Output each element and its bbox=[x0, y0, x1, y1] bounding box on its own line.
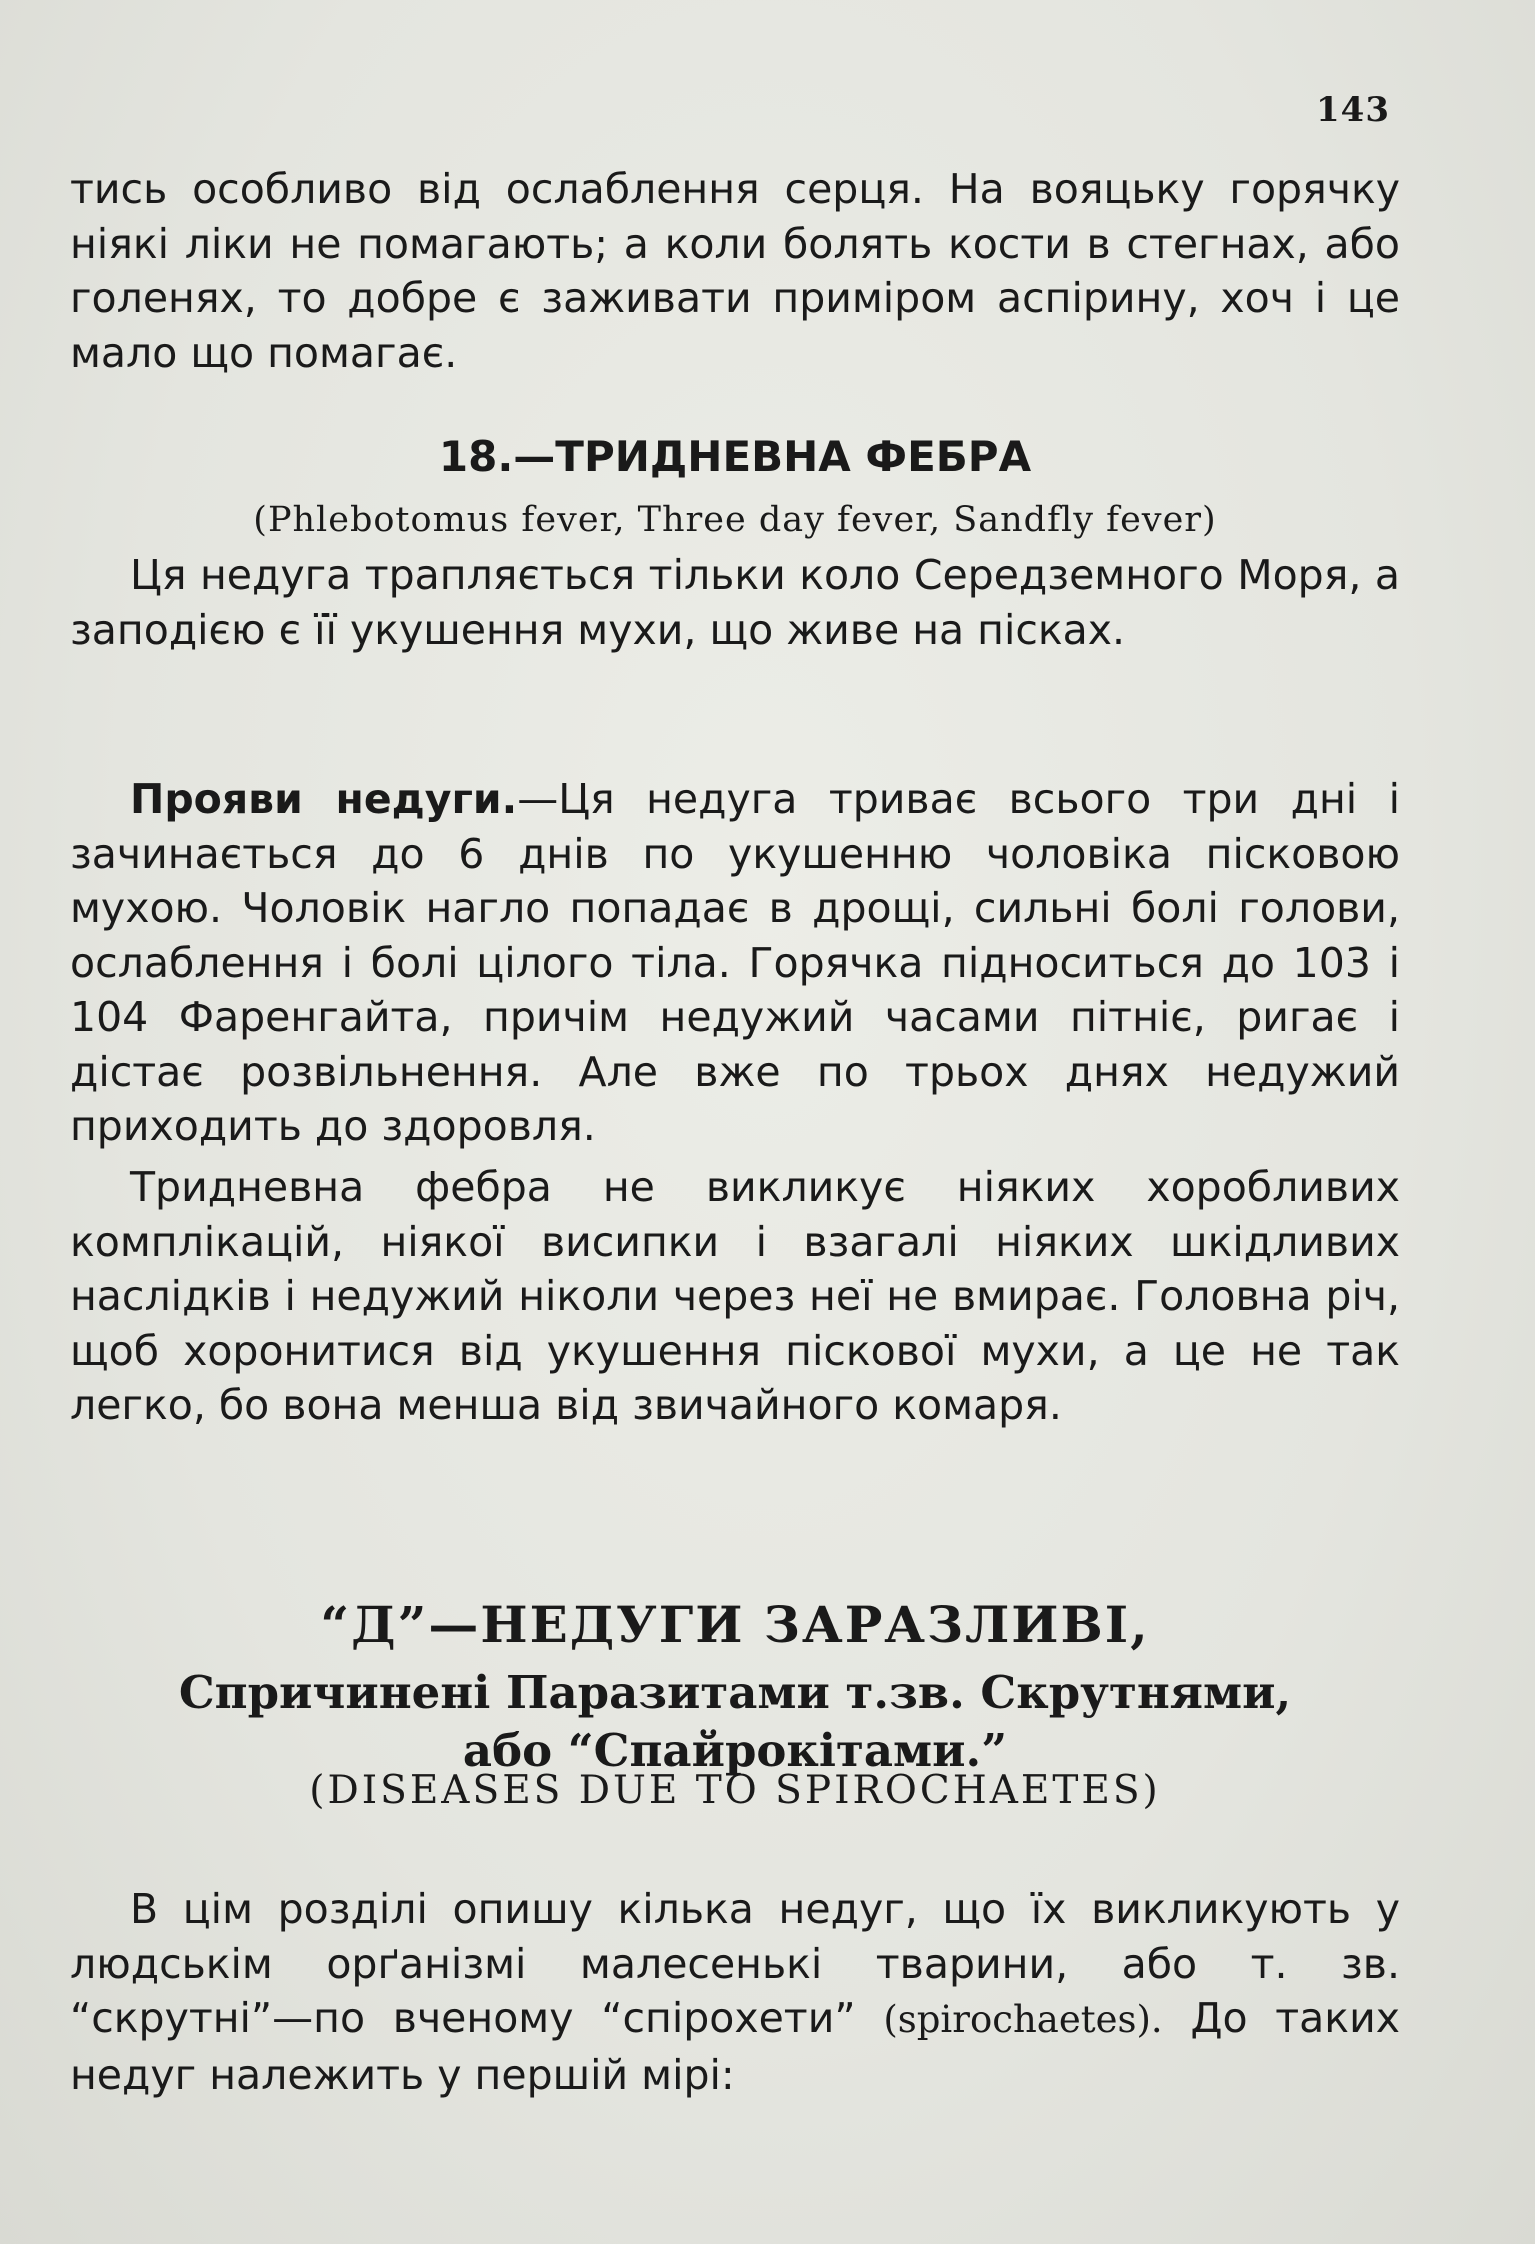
section-d-subtitle: (DISEASES DUE TO SPIROCHAETES) bbox=[309, 1768, 1161, 1813]
section-d-heading: “Д”—НЕДУГИ ЗАРАЗЛИВІ, bbox=[320, 1595, 1150, 1654]
paragraph-continuation bbox=[70, 162, 1400, 380]
symptoms-text: —Ця недуга триває всього три дні і зачинається до 6 днів по укушенню чоловіка пісковою мухою. Чоловік нагло попадає в дрощі, сильні болі голови, ослаблення і болі цілого тіла. Горячка підноситься до 103 і 104 Фаренгайта, причім недужий часами пітніє, ригає і дістає розвільнення. Але вже по трьох днях недужий приходить до здоровля. bbox=[70, 775, 1400, 1150]
intro-english-term: (spirochaetes). bbox=[883, 1998, 1163, 2041]
paragraph-text bbox=[70, 1882, 1400, 2102]
symptoms-lead: Прояви недуги. bbox=[130, 775, 518, 823]
section-18-closing bbox=[70, 1160, 1400, 1433]
section-d-heading-line2: Спричинені Паразитами т.зв. Скрутнями, bbox=[178, 1666, 1292, 1719]
section-18-intro bbox=[70, 548, 1400, 657]
page-number: 143 bbox=[1316, 90, 1390, 130]
section-d-heading-line3: або “Спайрокітами.” bbox=[462, 1724, 1008, 1777]
paragraph-text: Ця недуга трапляється тільки коло Середземного Моря, а заподією є її укушення мухи, що живе на пісках. bbox=[70, 551, 1400, 654]
section-d-intro bbox=[70, 1882, 1400, 2102]
section-18-heading: 18.—ТРИДНЕВНА ФЕБРА bbox=[438, 432, 1032, 481]
paragraph-text: Триднeвна фебра не викликує ніяких хоробливих комплікацій, ніякої висипки і взагалі ніяких шкідливих наслідків і недужий ніколи через неї не вмирає. Головна річ, щоб хоронитися від укушення піскової мухи, а це не так легко, бо вона менша від звичайного комаря. bbox=[70, 1163, 1400, 1429]
paragraph-text bbox=[70, 772, 1400, 1154]
paragraph-text: тись особливо від ослаблення серця. На вояцьку горячку ніякі ліки не помагають; а коли болять кости в стегнах, або голенях, то добре є заживати приміром аспірину, хоч і це мало що помагає. bbox=[70, 165, 1400, 377]
section-18-subtitle: (Phlebotomus fever, Three day fever, Sandfly fever) bbox=[253, 500, 1217, 540]
section-18-symptoms bbox=[70, 772, 1400, 1154]
intro-main: В цім розділі опишу кілька недуг, що їх викликують у людськім орґанізмі малесенькі тварини, або т. зв. “скрутні”—по вченому “спірохети” bbox=[70, 1885, 1400, 2042]
intro-end: До таких недуг належить у першій мірі: bbox=[70, 1994, 1400, 2099]
